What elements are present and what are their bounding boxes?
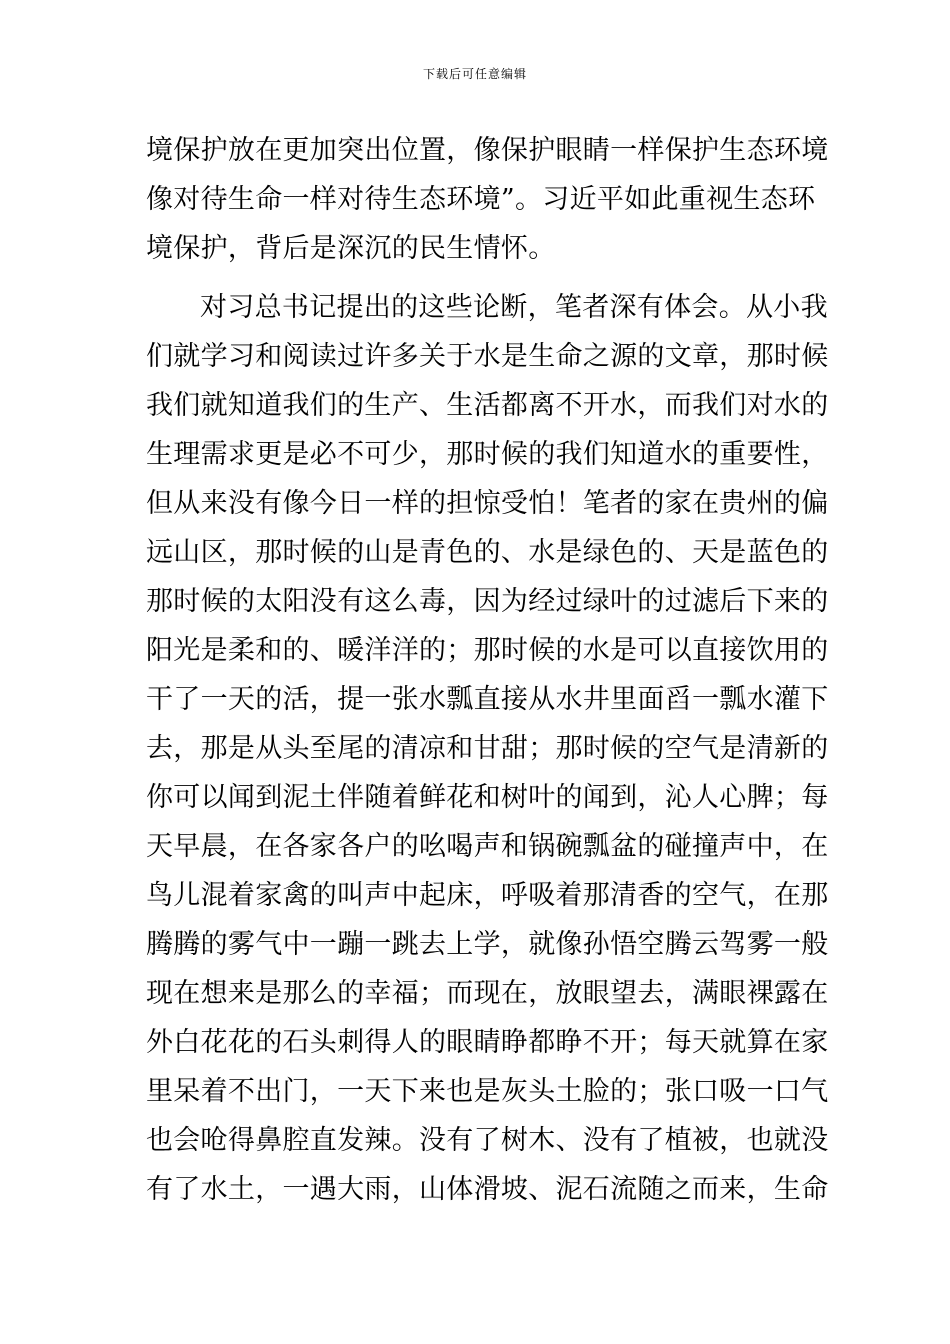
text-line: 鸟儿混着家禽的叫声中起床，呼吸着那清香的空气，在那	[146, 880, 829, 911]
text-line: 境保护，背后是深沉的民生情怀。	[146, 233, 556, 264]
text-line: 像对待生命一样对待生态环境”。习近平如此重视生态环	[146, 184, 816, 215]
text-line: 也会呛得鼻腔直发辣。没有了树木、没有了植被，也就没	[146, 1125, 829, 1156]
paragraph-gap	[146, 273, 826, 283]
text-line: 那时候的太阳没有这么毒，因为经过绿叶的过滤后下来的	[146, 586, 829, 617]
text-line: 现在想来是那么的幸福；而现在，放眼望去，满眼裸露在	[146, 978, 829, 1009]
text-line: 境保护放在更加突出位置，像保护眼睛一样保护生态环境	[146, 135, 829, 166]
text-line: 我们就知道我们的生产、生活都离不开水，而我们对水的	[146, 390, 829, 421]
text-line: 生理需求更是必不可少，那时候的我们知道水的重要性，	[146, 439, 829, 470]
text-line: 你可以闻到泥土伴随着鲜花和树叶的闻到，沁人心脾；每	[146, 782, 829, 813]
paragraph-1	[146, 126, 829, 273]
text-line: 有了水土，一遇大雨，山体滑坡、泥石流随之而来，生命	[146, 1174, 829, 1205]
text-line: 但从来没有像今日一样的担惊受怕！笔者的家在贵州的偏	[146, 488, 829, 519]
text-line: 阳光是柔和的、暖洋洋的；那时候的水是可以直接饮用的	[146, 635, 829, 666]
text-line: 们就学习和阅读过许多关于水是生命之源的文章，那时候	[146, 341, 829, 372]
text-line: 干了一天的活，提一张水瓢直接从水井里面舀一瓢水灌下	[146, 684, 829, 715]
text-line: 腾腾的雾气中一蹦一跳去上学，就像孙悟空腾云驾雾一般	[146, 929, 829, 960]
text-line: 天早晨，在各家各户的吆喝声和锅碗瓢盆的碰撞声中，在	[146, 831, 829, 862]
page-header: 下载后可任意编辑	[422, 67, 527, 81]
text-line-indented: 对习总书记提出的这些论断，笔者深有体会。从小我	[200, 292, 828, 323]
text-line: 远山区，那时候的山是青色的、水是绿色的、天是蓝色的	[146, 537, 829, 568]
paragraph-2	[146, 283, 829, 1214]
document-body	[146, 126, 829, 1214]
text-line: 外白花花的石头刺得人的眼睛睁都睁不开；每天就算在家	[146, 1027, 829, 1058]
text-line: 里呆着不出门，一天下来也是灰头土脸的；张口吸一口气	[146, 1076, 829, 1107]
text-line: 去，那是从头至尾的清凉和甘甜；那时候的空气是清新的	[146, 733, 829, 764]
